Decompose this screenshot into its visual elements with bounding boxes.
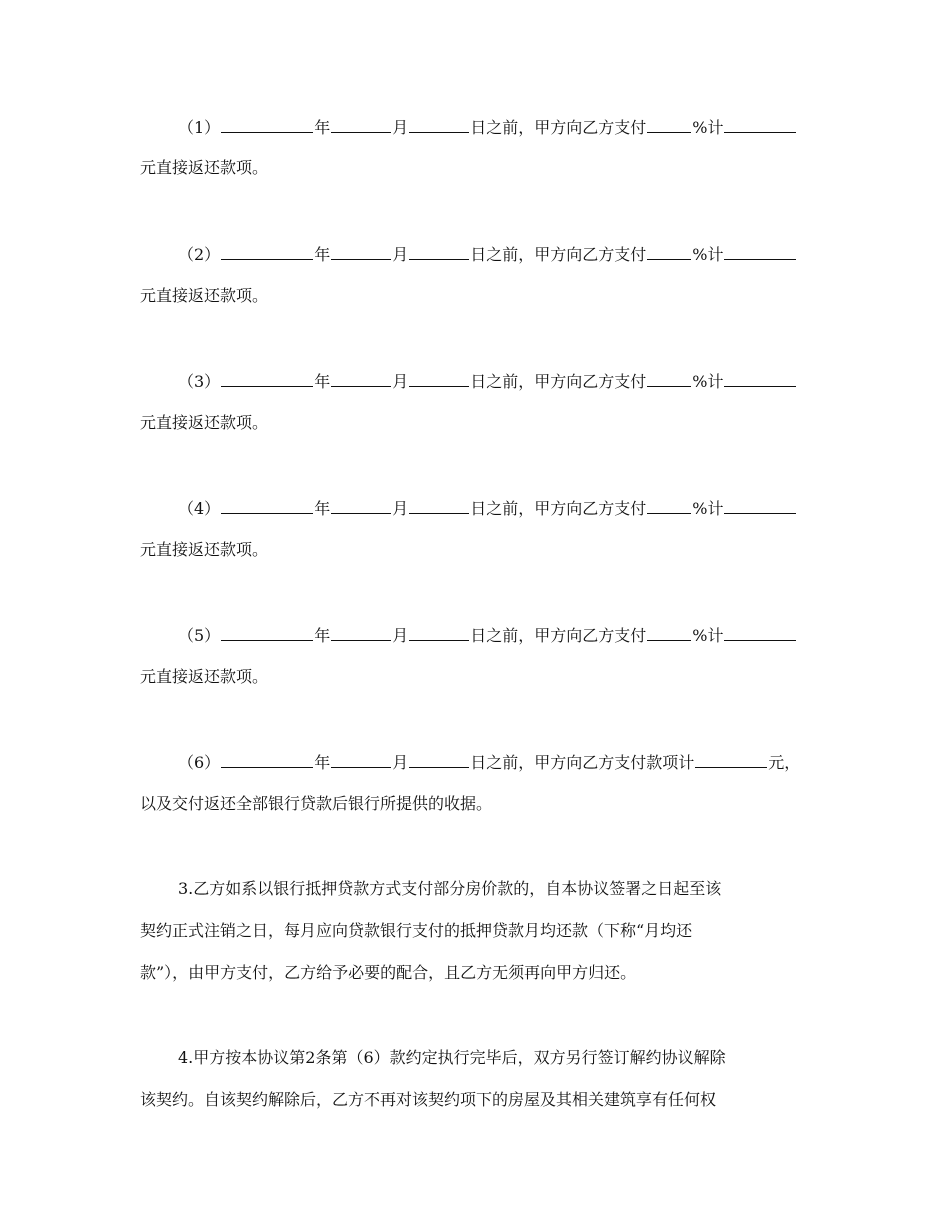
year-blank[interactable] — [221, 624, 313, 641]
amount-blank[interactable] — [724, 370, 796, 387]
installment-number: （5） — [178, 626, 221, 645]
percent-label: %计 — [692, 118, 724, 137]
percent-label: %计 — [692, 499, 724, 518]
amount-blank[interactable] — [695, 751, 767, 768]
payment-text: 日之前，甲方向乙方支付 — [470, 245, 647, 264]
year-label: 年 — [314, 118, 331, 137]
installment-5-line1 — [178, 624, 797, 646]
payment-text: 日之前，甲方向乙方支付 — [470, 499, 647, 518]
year-blank[interactable] — [221, 243, 313, 260]
clause-3-line2: 契约正式注销之日，每月应向贷款银行支付的抵押贷款月均还款（下称“月均还 — [140, 921, 693, 940]
year-blank[interactable] — [221, 497, 313, 514]
clause-3-line3: 款”），由甲方支付，乙方给予必要的配合，且乙方无须再向甲方归还。 — [140, 963, 637, 982]
installment-3-line1 — [178, 370, 797, 392]
clause-4-line2: 该契约。自该契约解除后，乙方不再对该契约项下的房屋及其相关建筑享有任何权 — [140, 1090, 717, 1109]
year-label: 年 — [314, 753, 331, 772]
amount-blank[interactable] — [724, 243, 796, 260]
percent-blank[interactable] — [647, 624, 691, 641]
month-label: 月 — [392, 753, 409, 772]
amount-blank[interactable] — [724, 116, 796, 133]
month-blank[interactable] — [331, 116, 391, 133]
month-blank[interactable] — [331, 751, 391, 768]
amount-blank[interactable] — [724, 497, 796, 514]
year-blank[interactable] — [221, 370, 313, 387]
month-label: 月 — [392, 626, 409, 645]
month-label: 月 — [392, 499, 409, 518]
payment-text: 日之前，甲方向乙方支付 — [470, 372, 647, 391]
amount-blank[interactable] — [724, 624, 796, 641]
month-blank[interactable] — [331, 370, 391, 387]
month-label: 月 — [392, 372, 409, 391]
day-blank[interactable] — [409, 370, 469, 387]
payment-text: 日之前，甲方向乙方支付 — [470, 118, 647, 137]
day-blank[interactable] — [409, 116, 469, 133]
installment-1-line2: 元直接返还款项。 — [140, 158, 269, 177]
percent-blank[interactable] — [647, 116, 691, 133]
day-blank[interactable] — [409, 751, 469, 768]
percent-label: %计 — [692, 626, 724, 645]
amount-label: 元， — [768, 753, 801, 772]
year-blank[interactable] — [221, 116, 313, 133]
installment-5-line2: 元直接返还款项。 — [140, 667, 269, 686]
installment-2-line2: 元直接返还款项。 — [140, 286, 269, 305]
year-label: 年 — [314, 372, 331, 391]
month-label: 月 — [392, 118, 409, 137]
month-label: 月 — [392, 245, 409, 264]
percent-label: %计 — [692, 245, 724, 264]
payment-text: 日之前，甲方向乙方支付款项计 — [470, 753, 695, 772]
percent-blank[interactable] — [647, 370, 691, 387]
month-blank[interactable] — [331, 243, 391, 260]
clause-3-line1: 3.乙方如系以银行抵押贷款方式支付部分房价款的，自本协议签署之日起至该 — [178, 879, 722, 898]
percent-label: %计 — [692, 372, 724, 391]
payment-text: 日之前，甲方向乙方支付 — [470, 626, 647, 645]
clause-4-line1: 4.甲方按本协议第2条第（6）款约定执行完毕后，双方另行签订解约协议解除 — [178, 1048, 726, 1067]
year-label: 年 — [314, 245, 331, 264]
month-blank[interactable] — [331, 624, 391, 641]
year-blank[interactable] — [221, 751, 313, 768]
installment-3-line2: 元直接返还款项。 — [140, 413, 269, 432]
installment-2-line1 — [178, 243, 797, 265]
installment-1-line1 — [178, 116, 797, 138]
year-label: 年 — [314, 626, 331, 645]
installment-number: （2） — [178, 245, 221, 264]
day-blank[interactable] — [409, 624, 469, 641]
installment-number: （3） — [178, 372, 221, 391]
installment-4-line2: 元直接返还款项。 — [140, 540, 269, 559]
month-blank[interactable] — [331, 497, 391, 514]
installment-number: （6） — [178, 753, 221, 772]
installment-number: （1） — [178, 118, 221, 137]
percent-blank[interactable] — [647, 497, 691, 514]
percent-blank[interactable] — [647, 243, 691, 260]
installment-6-line2: 以及交付返还全部银行贷款后银行所提供的收据。 — [140, 794, 493, 813]
installment-4-line1 — [178, 497, 797, 519]
installment-number: （4） — [178, 499, 221, 518]
day-blank[interactable] — [409, 497, 469, 514]
installment-6-line1 — [178, 751, 800, 773]
year-label: 年 — [314, 499, 331, 518]
day-blank[interactable] — [409, 243, 469, 260]
